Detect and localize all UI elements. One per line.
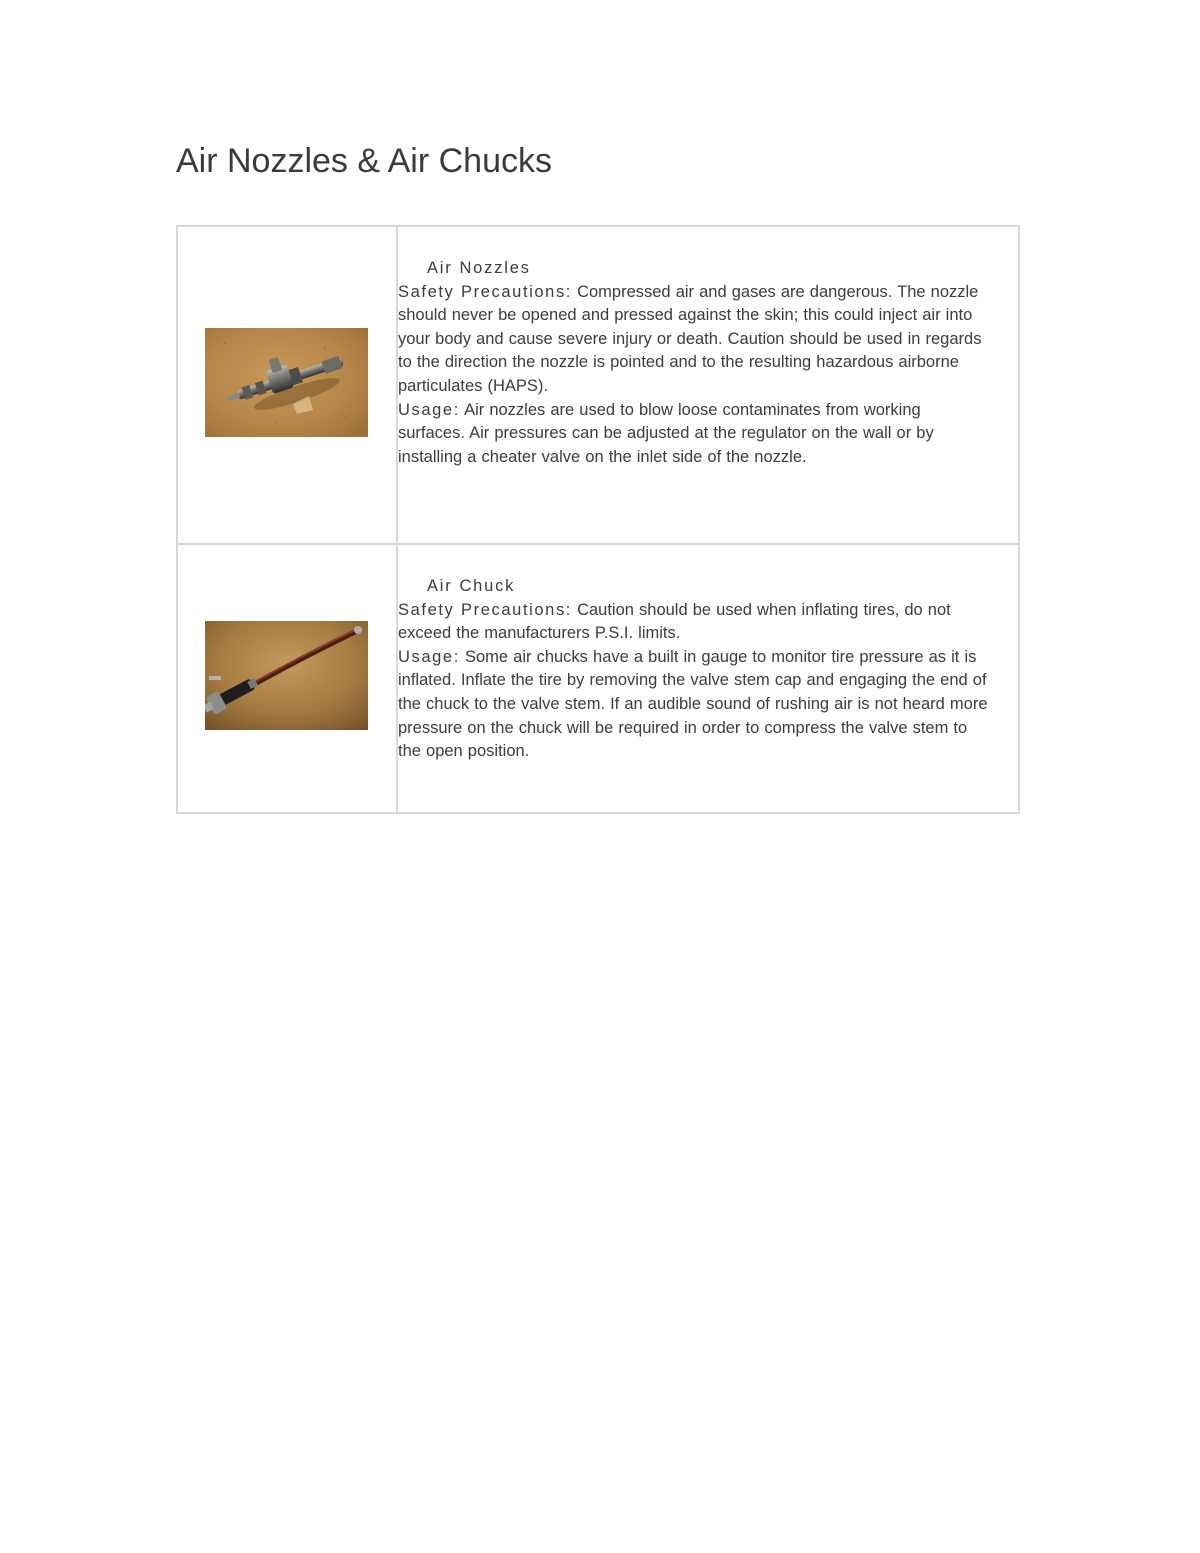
table-row-air-nozzles <box>177 226 1019 544</box>
usage-paragraph <box>398 399 988 470</box>
safety-label: Safety Precautions: <box>398 600 572 619</box>
table-row-air-chuck <box>177 544 1019 813</box>
safety-paragraph <box>398 599 988 646</box>
item-heading: Air Chuck <box>427 577 516 595</box>
image-cell <box>177 226 397 544</box>
safety-label: Safety Precautions: <box>398 282 572 301</box>
image-cell <box>177 544 397 813</box>
safety-paragraph <box>398 281 988 399</box>
usage-text: Some air chucks have a built in gauge to monitor tire pressure as it is inflated. Inflate the tire by removing the valve stem cap and engaging the end of the chuck to the valve stem. If an audible sound of rushing air is not heard more pressure on the chuck will be required in order to compress the valve stem to the open position. <box>398 647 993 761</box>
usage-label: Usage: <box>398 647 460 666</box>
item-heading: Air Nozzles <box>427 259 531 277</box>
tools-table <box>176 225 1020 814</box>
description-cell <box>397 544 1019 813</box>
usage-paragraph <box>398 646 993 764</box>
usage-text: Air nozzles are used to blow loose contaminates from working surfaces. Air pressures can be adjusted at the regulator on the wall or by installing a cheater valve on the inlet side of the nozzle. <box>398 400 939 466</box>
safety-text: Caution should be used when inflating tires, do not exceed the manufacturers P.S.I. limits. <box>398 600 956 643</box>
usage-label: Usage: <box>398 400 460 419</box>
air-nozzle-photo <box>205 328 368 437</box>
safety-text: Compressed air and gases are dangerous. The nozzle should never be opened and pressed against the skin; this could inject air into your body and cause severe injury or death. Caution should be used in regards to the direction the nozzle is pointed and to the resulting hazardous airborne particulates (HAPS). <box>398 282 987 395</box>
air-chuck-photo <box>205 621 368 730</box>
page-title: Air Nozzles & Air Chucks <box>176 142 552 180</box>
description-cell <box>397 226 1019 544</box>
